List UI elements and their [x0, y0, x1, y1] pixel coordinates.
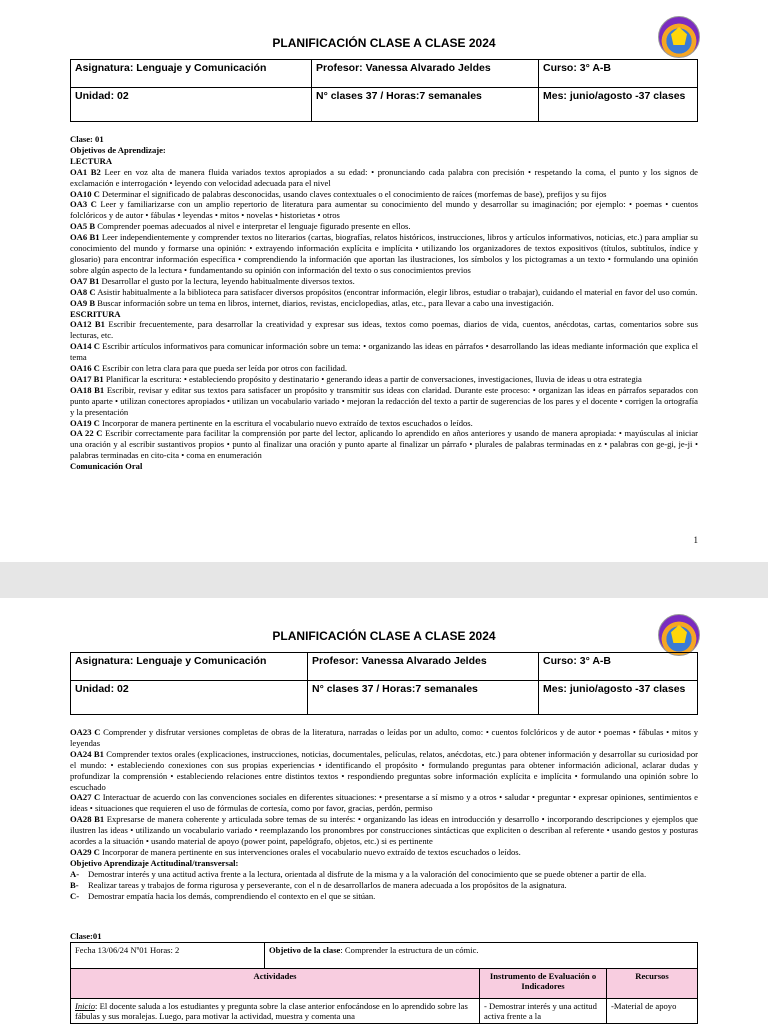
curso-cell: Curso: 3° A-B [539, 653, 698, 681]
oa-item [70, 749, 698, 793]
oaat-item [70, 868, 698, 880]
oa-code: OA10 C [70, 188, 100, 199]
oa-item [70, 232, 698, 276]
oa-item [70, 341, 698, 363]
lectura-heading: LECTURA [70, 155, 113, 166]
profesor-cell: Profesor: Vanessa Alvarado Jeldes [312, 60, 539, 88]
clases-cell: N° clases 37 / Horas:7 semanales [308, 681, 539, 715]
objetivos-label: Objetivos de Aprendizaje: [70, 144, 166, 155]
oa-code: OA6 B1 [70, 232, 100, 243]
oa-text: Desarrollar el gusto por la lectura, leyendo habitualmente diversos textos. [99, 275, 355, 286]
oa-item [70, 814, 698, 847]
oa-text: Leer en voz alta de manera fluida variados textos apropiados a su edad: • pronunciando cada palabra con precisión • respetando la coma, el punto y los signos de exclamación e interrogación • leyendo con velocidad adecuada para el nivel [70, 166, 698, 188]
oa-item [70, 221, 698, 232]
oa-text: Comprender textos orales (explicaciones, instrucciones, noticias, documentales, películas, relatos, anécdotas, etc.) para obtener información y desarrollar su curiosidad por el mundo: • estableciendo conexiones con sus propias experiencias • identificando el propósito • formulando preguntas para obtener información adicional, aclarar dudas y profundizar la comprensión • estableciendo relaciones entre distintos textos • respondiendo preguntas sobre información explícita e implícita • formulando una opinión sobre lo escuchado [70, 748, 698, 792]
oa-code: OA5 B [70, 221, 96, 232]
oa-item [70, 189, 698, 200]
fecha-cell: Fecha 13/06/24 Nº01 Horas: 2 [71, 943, 265, 969]
unidad-cell: Unidad: 02 [71, 88, 312, 122]
oa-code: OA19 C [70, 417, 100, 428]
inicio-text: : El docente saluda a los estudiantes y pregunta sobre la clase anterior enfocándose en lo aprendido sobre las fábulas y sus moralejas. Luego, para motivar la actividad, muestra y comenta una [75, 1001, 468, 1021]
objetivo-text: : Comprender la estructura de un cómic. [340, 945, 479, 955]
objetivo-label: Objetivo de la clase [269, 945, 341, 955]
oaat-text: Demostrar empatía hacia los demás, comprendiendo el contexto en el que se sitúan. [88, 890, 376, 901]
oaat-text: Realizar tareas y trabajos de forma rigurosa y perseverante, con el n de desarrollarlos de manera adecuada a los propósitos de la asignatura. [88, 879, 567, 890]
oa-text: Incorporar de manera pertinente en la escritura el vocabulario nuevo extraído de textos escuchados o leídos. [99, 417, 473, 428]
oaat-list [70, 869, 698, 902]
oa-item [70, 276, 698, 287]
oa-item [70, 374, 698, 385]
oaat-marker: A- [70, 868, 80, 879]
oa-text: Escribir frecuentemente, para desarrollar la creatividad y expresar sus ideas, textos como poemas, diarios de vida, cuentos, anécdotas, cartas, comentarios sobre sus lecturas, etc. [70, 319, 698, 341]
mes-cell: Mes: junio/agosto -37 clases [539, 88, 698, 122]
mes-cell: Mes: junio/agosto -37 clases [539, 681, 698, 715]
document-page-2 [0, 598, 768, 1024]
oa-text: Escribir artículos informativos para comunicar información sobre un tema: • organizando las ideas en párrafos • desarrollando las ideas mediante información que explica el tema [70, 341, 698, 363]
curso-cell: Curso: 3° A-B [539, 60, 698, 88]
oa-text: Expresarse de manera coherente y articulada sobre temas de su interés: • organizando las ideas en introducción y desarrollo • incorporando descripciones y ejemplos que ilustren las ideas • utilizando un vocabulario variado • reemplazando los pronombres por construcciones sintácticas que expliciten o describan al referente • usando gestos y posturas acordes a la situación • usando material de apoyo (power point, papelógrafo, objetos, etc.) si es pertinente [70, 814, 698, 847]
oaat-item [70, 890, 698, 902]
escritura-heading: ESCRITURA [70, 308, 121, 319]
header-table [70, 652, 698, 715]
oa-item [70, 847, 698, 858]
indicador-cell: - Demostrar interés y una actitud activa frente a la [480, 999, 607, 1024]
oa-code: OA1 B2 [70, 166, 101, 177]
oa-code: OA16 C [70, 363, 100, 374]
oa-oral-list [70, 727, 698, 858]
profesor-cell: Profesor: Vanessa Alvarado Jeldes [308, 653, 539, 681]
clase-label: Clase: 01 [70, 134, 104, 144]
oa-item [70, 298, 698, 309]
oa-item [70, 792, 698, 814]
inicio-cell [71, 999, 480, 1024]
oa-text: Escribir, revisar y editar sus textos para satisfacer un propósito y transmitir sus ideas con claridad. Durante este proceso: • organizan las ideas en párrafos separados con punto aparte • utilizan conectores apropiados • utilizan un vocabulario variado • mejoran la redacción del texto a partir de sugerencias de los pares y el docente • corrigen la ortografía y la presentación [70, 384, 698, 417]
oa-item [70, 428, 698, 461]
page-title: PLANIFICACIÓN CLASE A CLASE 2024 [272, 629, 496, 643]
oa-item [70, 727, 698, 749]
instrumento-header: Instrumento de Evaluación o Indicadores [480, 969, 607, 999]
actividades-header: Actividades [71, 969, 480, 999]
oa-text: Escribir correctamente para facilitar la comprensión por parte del lector, aplicando lo aprendido en años anteriores y usando de manera apropiada: • mayúsculas al iniciar una oración y al escribir sustantivos propios • punto al finalizar una oración y punto aparte al finalizar un párrafo • plurales de palabras terminadas en z • palabras con ge-gi, je-ji • palabras terminadas en cito-cita • coma en enumeración [70, 428, 699, 461]
oral-heading: Comunicación Oral [70, 461, 143, 472]
header-table [70, 59, 698, 122]
oa-code: OA28 B1 [70, 814, 105, 825]
recurso-cell: -Material de apoyo [607, 999, 698, 1024]
oa-code: OA24 B1 [70, 748, 104, 759]
oa-code: OA23 C [70, 727, 101, 737]
oaat-item [70, 879, 698, 891]
class-table [70, 942, 698, 1024]
page-title: PLANIFICACIÓN CLASE A CLASE 2024 [272, 36, 496, 50]
page-number: 1 [693, 535, 698, 545]
oaat-text: Demostrar interés y una actitud activa frente a la lectura, orientada al disfrute de la misma y a la valoración del conocimiento que se puede obtener a partir de ella. [88, 868, 647, 879]
oa-text: Leer independientemente y comprender textos no literarios (cartas, biografías, relatos históricos, instrucciones, libros y artículos informativos, noticias, etc.) para ampliar su conocimiento del mundo y formarse una opinión: • extrayendo información explícita e implícita • utilizando los organizadores de textos expositivos (títulos, subtítulos, índice y glosario) para encontrar información específica • comprendiendo la información que aportan las ilustraciones, los símbolos y los pictogramas a un texto • formulando una opinión sobre algún aspecto de la lectura • fundamentando su opinión con información del texto o sus conocimientos previos [70, 232, 698, 275]
oa-text: Buscar información sobre un tema en libros, internet, diarios, revistas, enciclopedias, atlas, etc., para llevar a cabo una investigación. [95, 297, 554, 308]
objetivo-cell [265, 943, 698, 969]
oa-code: OA14 C [70, 341, 100, 352]
clase-label: Clase:01 [70, 931, 102, 941]
oa-text: Comprender y disfrutar versiones completas de obras de la literatura, narradas o leídas por un adulto, como: • cuentos folclóricos y de autor • poemas • fábulas • mitos y leyendas [70, 727, 698, 748]
oa-text: Planificar la escritura: • estableciendo propósito y destinatario • generando ideas a partir de conversaciones, investigaciones, lluvia de ideas u otra estrategia [103, 373, 642, 384]
oaat-heading: Objetivo Aprendizaje Actitudinal/transversal: [70, 857, 239, 868]
oa-text: Comprender poemas adecuados al nivel e interpretar el lenguaje figurado presente en ellos. [95, 221, 411, 232]
oa-item [70, 319, 698, 341]
unidad-cell: Unidad: 02 [71, 681, 308, 715]
objectives-text [70, 727, 698, 902]
oa-item [70, 418, 698, 429]
oa-code: OA18 B1 [70, 384, 105, 395]
inicio-label: Inicio [75, 1001, 96, 1011]
oa-item [70, 199, 698, 221]
oa-code: OA3 C [70, 199, 97, 210]
oa-text: Determinar el significado de palabras desconocidas, usando claves contextuales o el conocimiento de raíces (morfemas de base), prefijos y su fijos [99, 188, 607, 199]
oa-text: Leer y familiarizarse con un amplio repertorio de literatura para aumentar su conocimiento del mundo y desarrollar su imaginación; por ejemplo: • poemas • cuentos folclóricos y de autor • fábulas • leyendas • mitos • novelas • historietas • otros [70, 199, 698, 221]
oa-code: OA12 B1 [70, 319, 105, 330]
oa-code: OA27 C [70, 792, 101, 803]
oa-item [70, 287, 698, 298]
oa-item [70, 385, 698, 418]
oa-code: OA29 C [70, 846, 100, 857]
oa-code: OA 22 C [70, 428, 103, 439]
oa-lectura-list [70, 167, 698, 309]
recursos-header: Recursos [607, 969, 698, 999]
oa-item [70, 167, 698, 189]
oa-code: OA8 C [70, 286, 96, 297]
asignatura-cell: Asignatura: Lenguaje y Comunicación [71, 60, 312, 88]
oa-text: Asistir habitualmente a la biblioteca para satisfacer diversos propósitos (encontrar información, elegir libros, estudiar o trabajar), cuidando el material en favor del uso común. [95, 286, 698, 297]
clases-cell: N° clases 37 / Horas:7 semanales [312, 88, 539, 122]
oa-code: OA7 B1 [70, 275, 100, 286]
asignatura-cell: Asignatura: Lenguaje y Comunicación [71, 653, 308, 681]
oaat-marker: C- [70, 890, 80, 901]
oa-code: OA17 B1 [70, 373, 104, 384]
oaat-marker: B- [70, 879, 79, 890]
oa-code: OA9 B [70, 297, 96, 308]
oa-item [70, 363, 698, 374]
objectives-text [70, 134, 698, 472]
oa-escritura-list [70, 319, 698, 461]
oa-text: Escribir con letra clara para que pueda ser leída por otros con facilidad. [99, 363, 348, 374]
oa-text: Incorporar de manera pertinente en sus intervenciones orales el vocabulario nuevo extraído de textos escuchados o leídos. [99, 846, 521, 857]
oa-text: Interactuar de acuerdo con las convenciones sociales en diferentes situaciones: • presentarse a sí mismo y a otros • saludar • preguntar • expresar opiniones, sentimientos e ideas • situaciones que requieren el uso de fórmulas de cortesía, como por favor, gracias, perdón, permiso [70, 792, 698, 814]
